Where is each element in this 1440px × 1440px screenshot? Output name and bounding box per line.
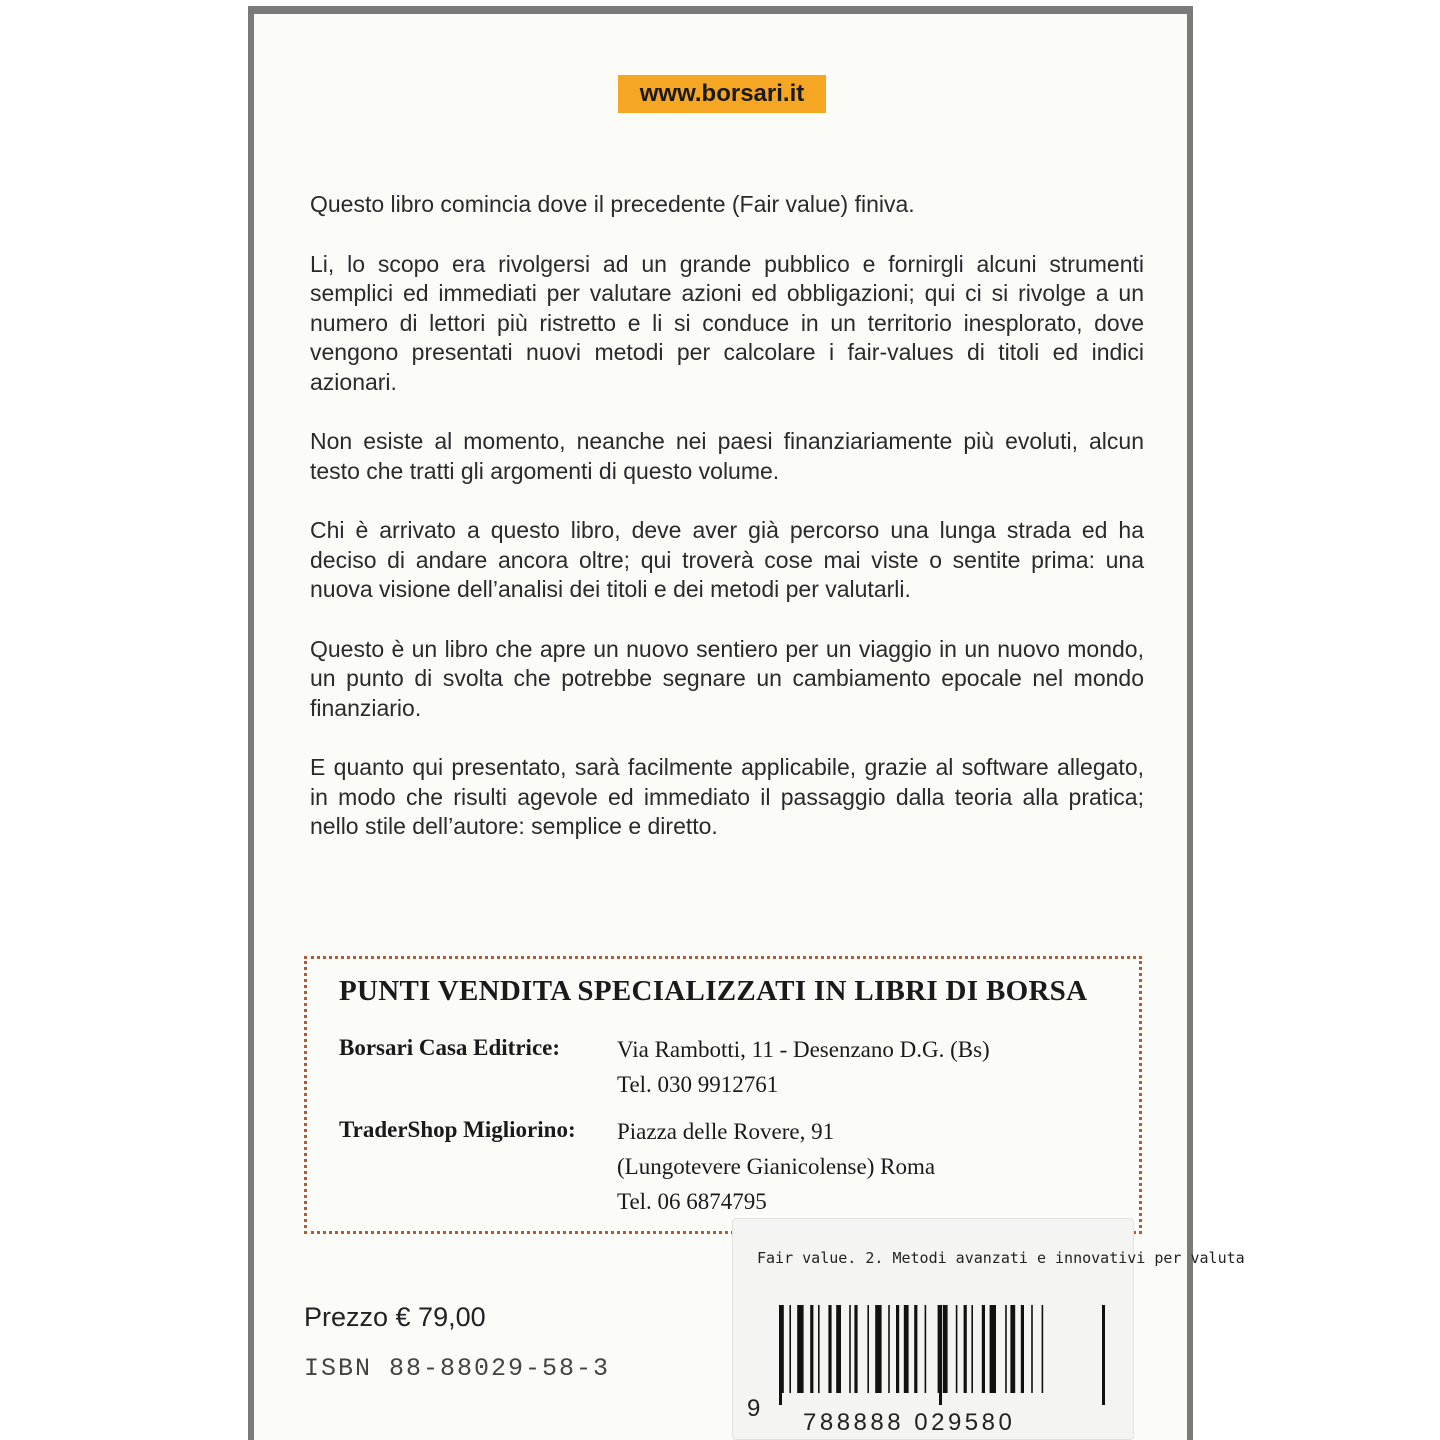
barcode-guard-bar: [779, 1305, 782, 1405]
publisher-url-badge[interactable]: www.borsari.it: [618, 75, 826, 113]
barcode-icon: [779, 1305, 1109, 1405]
store-phone: Tel. 06 6874795: [617, 1189, 767, 1214]
barcode-bar: [789, 1305, 791, 1393]
barcode-bar: [956, 1305, 958, 1393]
description-paragraph-1: Questo libro comincia dove il precedente (Fair value) finiva.: [310, 191, 915, 217]
barcode-bar: [914, 1305, 917, 1393]
barcode-bar: [1042, 1305, 1044, 1393]
barcode-bar: [810, 1305, 813, 1393]
barcode-bar: [1005, 1305, 1007, 1393]
store-name: Borsari Casa Editrice:: [339, 1035, 561, 1060]
description-paragraph-2: Li, lo scopo era rivolgersi ad un grande pubblico e fornirgli alcuni strumenti semplici ed immediati per valutare azioni ed obbligazioni; qui ci si rivolge a un numero di lettori più ristretto e li si conduce in un territorio inesplorato, dove vengono presentati nuovi metodi per calcolare i fair-values di titoli ed indici azionari.: [310, 250, 1144, 395]
book-description: [310, 190, 1144, 872]
barcode-bar: [1010, 1305, 1015, 1393]
barcode-bar: [797, 1305, 803, 1393]
stores-box: [304, 956, 1142, 1234]
barcode-title: Fair value. 2. Metodi avanzati e innovativi per valuta: [757, 1249, 1245, 1267]
barcode-bar: [1021, 1305, 1024, 1393]
store-name: TraderShop Migliorino:: [339, 1117, 576, 1142]
barcode-bar: [971, 1305, 973, 1393]
description-paragraph-6: E quanto qui presentato, sarà facilmente applicabile, grazie al software allegato, in modo che risulti agevole ed immediato il passaggio dalla teoria alla pratica; nello stile dell’autore: semplice e diretto.: [310, 754, 1144, 839]
barcode-bar: [896, 1305, 899, 1393]
price-label: Prezzo € 79,00: [304, 1302, 486, 1332]
barcode-bar: [982, 1305, 985, 1393]
barcode-bar: [828, 1305, 831, 1393]
barcode-bar: [904, 1305, 909, 1393]
store-phone: Tel. 030 9912761: [617, 1072, 779, 1097]
description-paragraph-3: Non esiste al momento, neanche nei paesi finanziariamente più evoluti, alcun testo che tratti gli argomenti di questo volume.: [310, 428, 1144, 484]
barcode-bar: [1031, 1305, 1033, 1393]
barcode-bar: [854, 1305, 857, 1393]
barcode-bar: [849, 1305, 851, 1393]
store-address-line: Via Rambotti, 11 - Desenzano D.G. (Bs): [617, 1037, 990, 1062]
barcode-bar: [818, 1305, 820, 1393]
description-paragraph-4: Chi è arrivato a questo libro, deve aver già percorso una lunga strada ed ha deciso di andare ancora oltre; qui troverà cose mai viste o sentite prima: una nuova visione dell’analisi dei titoli e dei metodi per valutarli.: [310, 517, 1144, 602]
description-paragraph-5: Questo è un libro che apre un nuovo sentiero per un viaggio in un nuovo mondo, un punto di svolta che potrebbe segnare un cambiamento epocale nel mondo finanziario.: [310, 635, 1144, 721]
barcode-bar: [888, 1305, 890, 1393]
store-address-line: Piazza delle Rovere, 91: [617, 1119, 835, 1144]
barcode-bar: [867, 1305, 869, 1393]
barcode-bar: [875, 1305, 881, 1393]
stores-title: PUNTI VENDITA SPECIALIZZATI IN LIBRI DI BORSA: [339, 975, 1088, 1007]
barcode-bar: [836, 1305, 841, 1393]
isbn-label: ISBN 88-88029-58-3: [304, 1354, 611, 1383]
barcode-bar: [925, 1305, 927, 1393]
barcode-bar: [938, 1305, 940, 1393]
barcode-bar: [943, 1305, 948, 1393]
store-address-line: (Lungotevere Gianicolense) Roma: [617, 1154, 936, 1179]
barcode-digits: 788888 029580: [803, 1409, 1016, 1436]
cover-page: [254, 14, 1245, 1440]
barcode-first-digit: 9: [747, 1395, 761, 1422]
barcode-bar: [964, 1305, 967, 1393]
barcode-guard-bar: [1102, 1305, 1105, 1405]
book-back-cover: [248, 6, 1245, 1440]
barcode-bar: [990, 1305, 996, 1393]
store-address: [617, 1035, 990, 1105]
barcode-sticker: [732, 1218, 1245, 1440]
store-address: [617, 1117, 935, 1222]
barcode-guard-bar: [939, 1305, 942, 1405]
